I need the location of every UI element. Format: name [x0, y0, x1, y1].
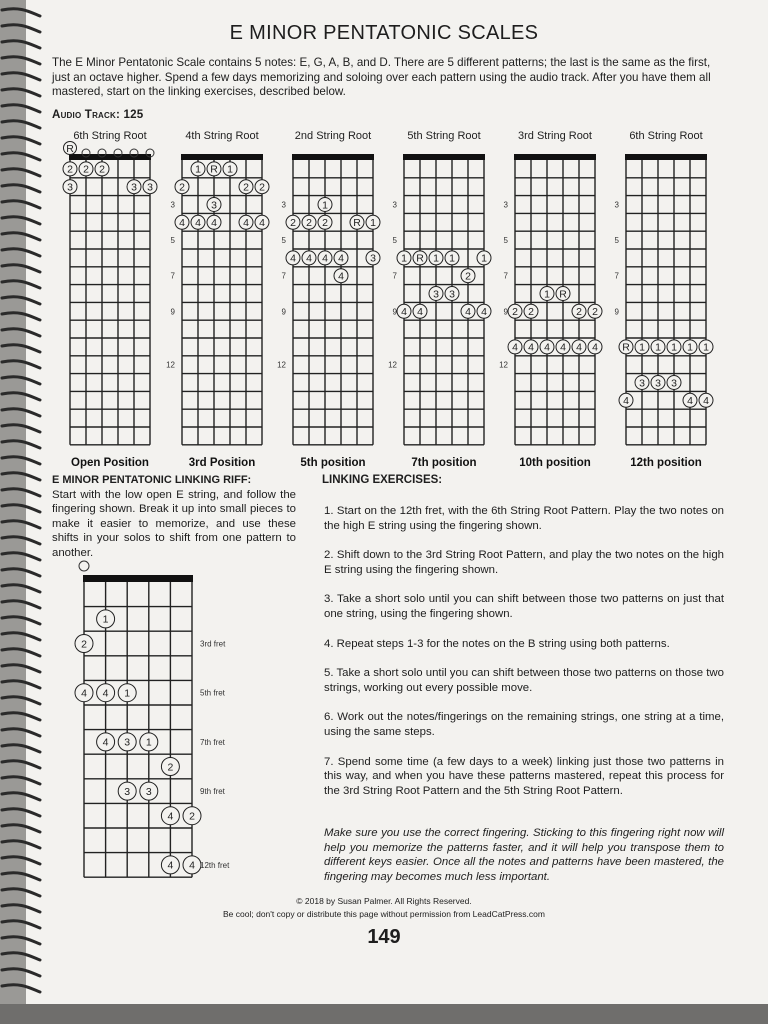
finger-number: 4 [290, 252, 296, 265]
spiral-coil [2, 985, 40, 992]
root-label: 5th String Root [407, 130, 481, 142]
finger-number: 1 [449, 252, 455, 265]
fret-number: 12 [166, 360, 175, 370]
fret-label: 5th fret [200, 688, 225, 698]
finger-number: 2 [465, 270, 471, 283]
finger-number: 4 [338, 270, 344, 283]
finger-number: 4 [81, 687, 87, 700]
copyright-line: © 2018 by Susan Palmer. All Rights Reserved. [296, 896, 472, 906]
finger-number: 1 [544, 288, 550, 301]
linking-step: 2. Shift down to the 3rd String Root Pattern, and play the two notes on the high E string using the fingering shown. [324, 549, 724, 576]
finger-number: 4 [306, 252, 312, 265]
nut [403, 154, 485, 160]
root-label: 2nd String Root [294, 130, 372, 142]
finger-number: 3 [131, 181, 137, 194]
finger-number: 2 [528, 306, 534, 319]
finger-number: R [622, 341, 630, 354]
finger-number: 1 [655, 341, 661, 354]
scale-pattern-chart [63, 142, 157, 445]
finger-number: 4 [623, 395, 629, 408]
linking-step: 3. Take a short solo until you can shift between those two patterns on just that one string, using the fingering shown. [324, 593, 724, 620]
root-label: 3rd String Root [518, 130, 592, 142]
finger-number: 1 [370, 217, 376, 230]
position-label: 3rd Position [188, 457, 256, 469]
finger-number: 2 [592, 306, 598, 319]
finger-number: 1 [124, 687, 131, 700]
finger-number: 1 [481, 252, 487, 265]
fingering-note: Make sure you use the correct fingering. Sticking to this fingering right now will help you memorize the patterns faster, and it will help you transpose them to different keys easier. Once all the notes and patterns have been mastered, the fingering may becomes much less important. [324, 827, 724, 883]
finger-number: 2 [322, 217, 328, 230]
finger-number: 3 [655, 377, 661, 390]
riff-description: Start with the low open E string, and follow the fingering shown. Break it up into small pieces to make it easier to memorize, and use these shifts in your solos to shift from one pattern to another. [52, 489, 296, 559]
linking-step: 7. Spend some time (a few days to a week) linking just those two patterns in this way, and when you have these patterns mastered, repeat this process for the 3rd String Root Pattern and the 5th String Root Pattern. [324, 755, 724, 797]
finger-number: 4 [544, 341, 550, 354]
finger-number: 4 [102, 687, 109, 700]
finger-number: 4 [179, 217, 185, 230]
fret-number: 7 [614, 271, 619, 281]
finger-number: 2 [576, 306, 582, 319]
nut [514, 154, 596, 160]
finger-number: 4 [528, 341, 534, 354]
scale-pattern-chart [175, 154, 269, 445]
scale-pattern-chart [286, 154, 380, 445]
finger-number: 4 [243, 217, 249, 230]
riff-heading: E MINOR PENTATONIC LINKING RIFF: [52, 474, 252, 486]
finger-number: 1 [227, 163, 233, 176]
linking-step: 6. Work out the notes/fingerings on the remaining strings, one string at a time, using the same steps. [324, 711, 724, 738]
finger-number: 1 [401, 252, 407, 265]
finger-number: 1 [195, 163, 201, 176]
position-label: 10th position [519, 457, 591, 469]
fret-number: 12 [499, 360, 508, 370]
finger-number: 2 [306, 217, 312, 230]
fret-number: 7 [392, 271, 397, 281]
finger-number: 3 [671, 377, 677, 390]
finger-number: 3 [370, 252, 376, 265]
linking-steps-list [324, 504, 724, 813]
finger-number: 4 [417, 306, 423, 319]
finger-number: 4 [167, 810, 174, 823]
finger-number: 2 [83, 163, 89, 176]
finger-number: 4 [322, 252, 328, 265]
fret-number: 12 [388, 360, 397, 370]
root-label: 4th String Root [185, 130, 259, 142]
fret-number: 3 [392, 200, 397, 210]
fret-number: 9 [392, 307, 397, 317]
finger-number: 4 [465, 306, 471, 319]
fret-label: 3rd fret [200, 639, 226, 649]
fret-number: 9 [614, 307, 619, 317]
fret-number: 5 [281, 236, 286, 246]
page-title: E MINOR PENTATONIC SCALES [229, 22, 539, 44]
finger-number: 3 [124, 736, 131, 749]
finger-number: 1 [433, 252, 439, 265]
spiral-coil [2, 953, 40, 960]
fret-label: 9th fret [200, 787, 225, 797]
nut [292, 154, 374, 160]
scale-pattern-chart [619, 154, 713, 445]
finger-number: R [210, 163, 218, 176]
fret-number: 3 [281, 200, 286, 210]
finger-number: 3 [147, 181, 153, 194]
open-string-marker [79, 561, 89, 571]
finger-number: 2 [290, 217, 296, 230]
fret-number: 3 [614, 200, 619, 210]
finger-number: 2 [259, 181, 265, 194]
finger-number: 2 [512, 306, 518, 319]
finger-number: 3 [639, 377, 645, 390]
fret-number: 12 [277, 360, 286, 370]
finger-number: 2 [189, 810, 195, 823]
fret-label: 12th fret [200, 860, 230, 870]
finger-number: 4 [167, 859, 174, 872]
finger-number: R [416, 252, 424, 265]
scale-pattern-chart [508, 154, 602, 445]
finger-number: 4 [512, 341, 518, 354]
finger-number: R [559, 288, 567, 301]
finger-number: 2 [67, 163, 73, 176]
linking-step: 4. Repeat steps 1-3 for the notes on the B string using both patterns. [324, 637, 670, 650]
finger-number: 3 [211, 199, 217, 212]
finger-number: 2 [243, 181, 249, 194]
scale-pattern-chart [397, 154, 491, 445]
finger-number: 4 [703, 395, 709, 408]
finger-number: 4 [195, 217, 201, 230]
finger-number: 1 [145, 736, 152, 749]
position-label: 5th position [300, 457, 366, 469]
linking-step: 1. Start on the 12th fret, with the 6th String Root Pattern. Play the two notes on the high E string using the fingering shown. [324, 505, 724, 532]
finger-number: 4 [687, 395, 693, 408]
position-label: 12th position [630, 457, 702, 469]
finger-number: 2 [179, 181, 185, 194]
linking-exercises-heading: LINKING EXERCISES: [322, 474, 443, 486]
fret-number: 3 [503, 200, 508, 210]
finger-number: 4 [576, 341, 582, 354]
intro-paragraph: The E Minor Pentatonic Scale contains 5 notes: E, G, A, B, and D. There are 5 different patterns; the last is the same as the first, just an octave higher. Spend a few days memorizing and soloing over each pattern using the audio track. After you have them all mastered, start on the linking exercises, described below. [52, 56, 711, 99]
finger-number: 1 [703, 341, 709, 354]
fret-number: 5 [392, 236, 397, 246]
linking-step: 5. Take a short solo until you can shift between those two patterns on those two strings, working out every possible move. [324, 667, 724, 694]
page-number: 149 [367, 926, 401, 948]
finger-number: R [66, 142, 74, 155]
finger-number: 4 [338, 252, 344, 265]
finger-number: 4 [102, 736, 109, 749]
finger-number: 1 [671, 341, 677, 354]
finger-number: 3 [124, 785, 131, 798]
finger-number: 4 [401, 306, 407, 319]
fret-number: 7 [170, 271, 175, 281]
fret-number: 9 [281, 307, 286, 317]
finger-number: 1 [639, 341, 645, 354]
finger-number: 1 [687, 341, 693, 354]
finger-number: 1 [322, 199, 328, 212]
finger-number: 4 [592, 341, 598, 354]
spiral-coil [2, 969, 40, 976]
nut [69, 154, 151, 160]
fret-number: 9 [170, 307, 175, 317]
position-label: Open Position [71, 457, 149, 469]
finger-number: 4 [560, 341, 566, 354]
nut [181, 154, 263, 160]
finger-number: 4 [189, 859, 195, 872]
fret-number: 5 [170, 236, 175, 246]
copy-notice: Be cool; don't copy or distribute this page without permission from LeadCatPress.com [223, 909, 545, 919]
finger-number: 3 [449, 288, 455, 301]
fret-number: 7 [503, 271, 508, 281]
finger-number: 1 [102, 613, 109, 626]
fret-number: 9 [503, 307, 508, 317]
fret-number: 5 [614, 236, 619, 246]
finger-number: 4 [481, 306, 487, 319]
fret-number: 5 [503, 236, 508, 246]
finger-number: 2 [99, 163, 105, 176]
finger-number: 3 [433, 288, 439, 301]
table-edge [0, 1004, 768, 1024]
root-label: 6th String Root [73, 130, 147, 142]
finger-number: R [353, 217, 361, 230]
linking-riff-chart [75, 561, 201, 877]
nut [625, 154, 707, 160]
finger-number: 3 [67, 181, 73, 194]
fret-label: 7th fret [200, 737, 225, 747]
finger-number: 4 [211, 217, 217, 230]
audio-track-label: Audio Track: 125 [52, 108, 144, 121]
root-label: 6th String Root [629, 130, 703, 142]
finger-number: 4 [259, 217, 265, 230]
finger-number: 3 [145, 785, 152, 798]
finger-number: 2 [81, 638, 87, 651]
nut [83, 575, 193, 582]
fret-number: 3 [170, 200, 175, 210]
finger-number: 2 [167, 761, 174, 774]
fret-number: 7 [281, 271, 286, 281]
position-label: 7th position [411, 457, 477, 469]
